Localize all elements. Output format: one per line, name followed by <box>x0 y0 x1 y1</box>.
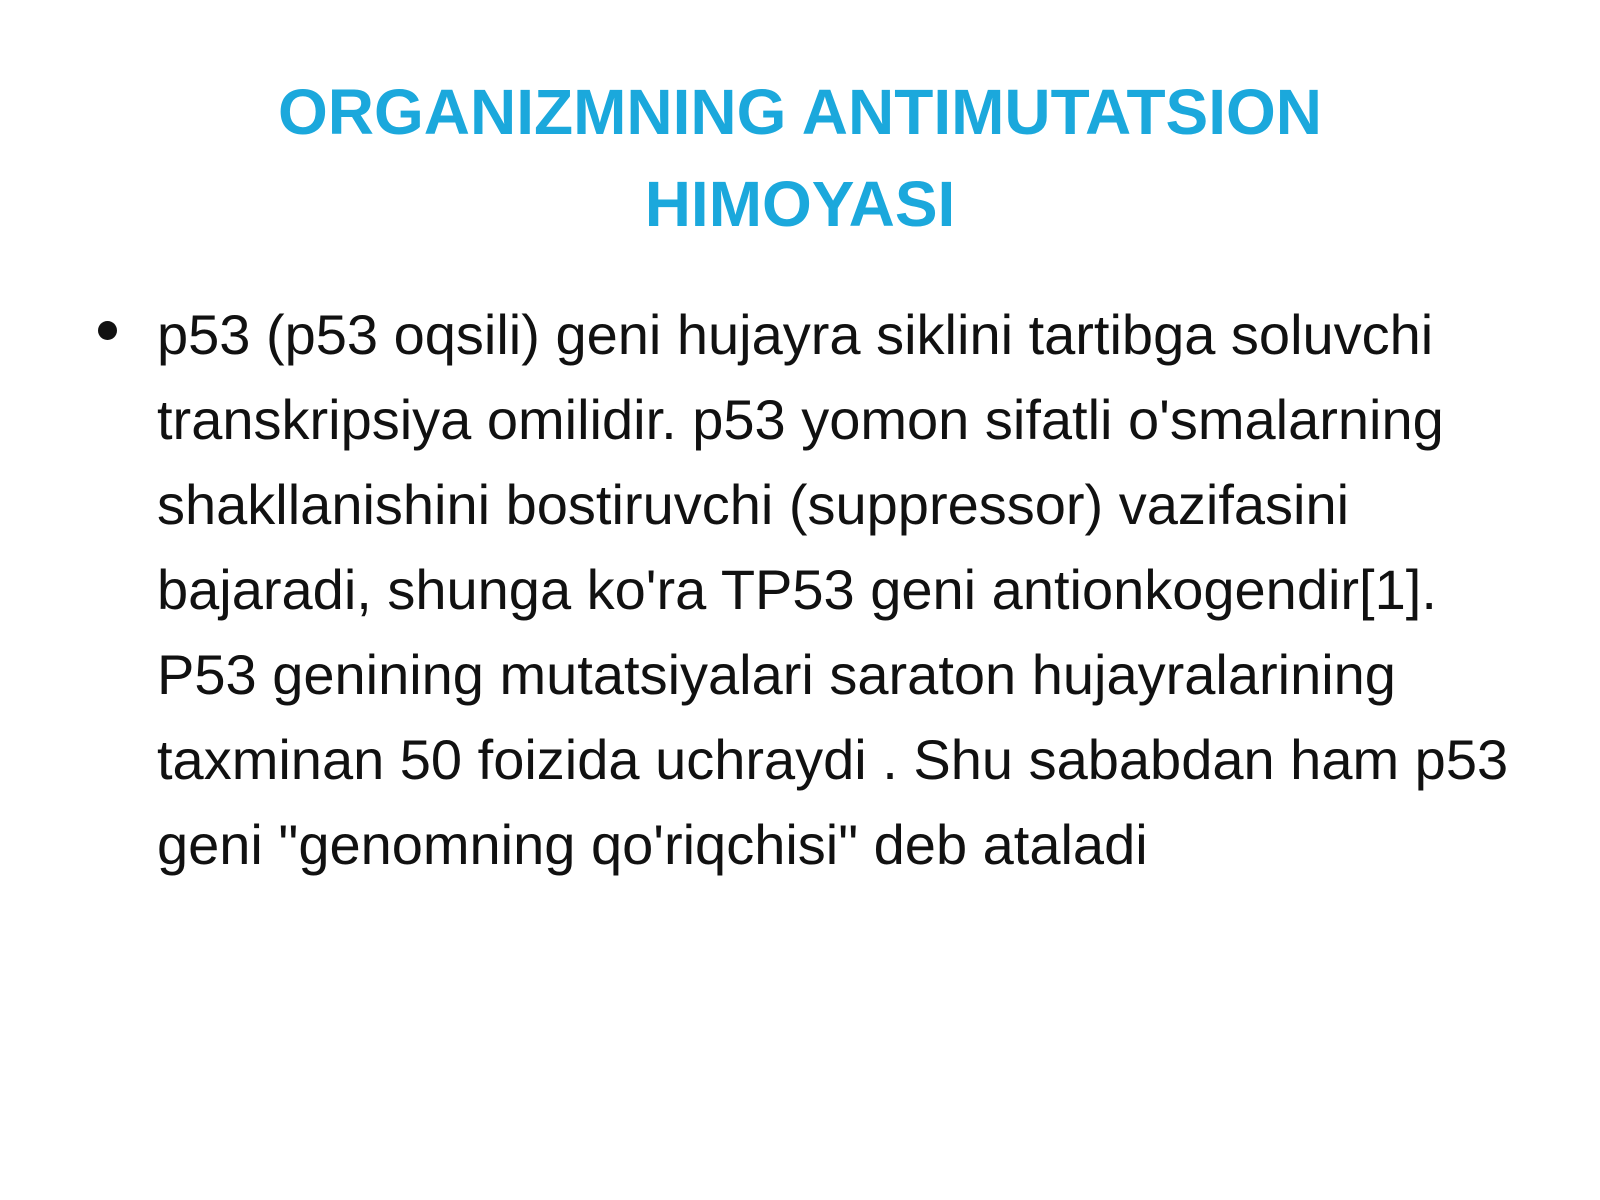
bullet-item <box>92 292 1532 887</box>
bullet-list <box>92 292 1532 887</box>
slide-title: ORGANIZMNING ANTIMUTATSION HIMOYASI <box>277 76 1323 240</box>
bullet-text: p53 (p53 oqsili) geni hujayra siklini tartibga soluvchi transkripsiya omilidir. p53 yomon sifatli o'smalarning shakllanishini bostiruvchi (suppressor) vazifasini bajaradi, shunga ko'ra TP53 geni antionkogendir[1]. P53 genining mutatsiyalari saraton hujayralarining taxminan 50 foizida uchraydi . Shu sababdan ham p53 geni "genomning qo'riqchisi" deb ataladi <box>157 303 1509 876</box>
bullet-dot-icon <box>98 321 117 340</box>
